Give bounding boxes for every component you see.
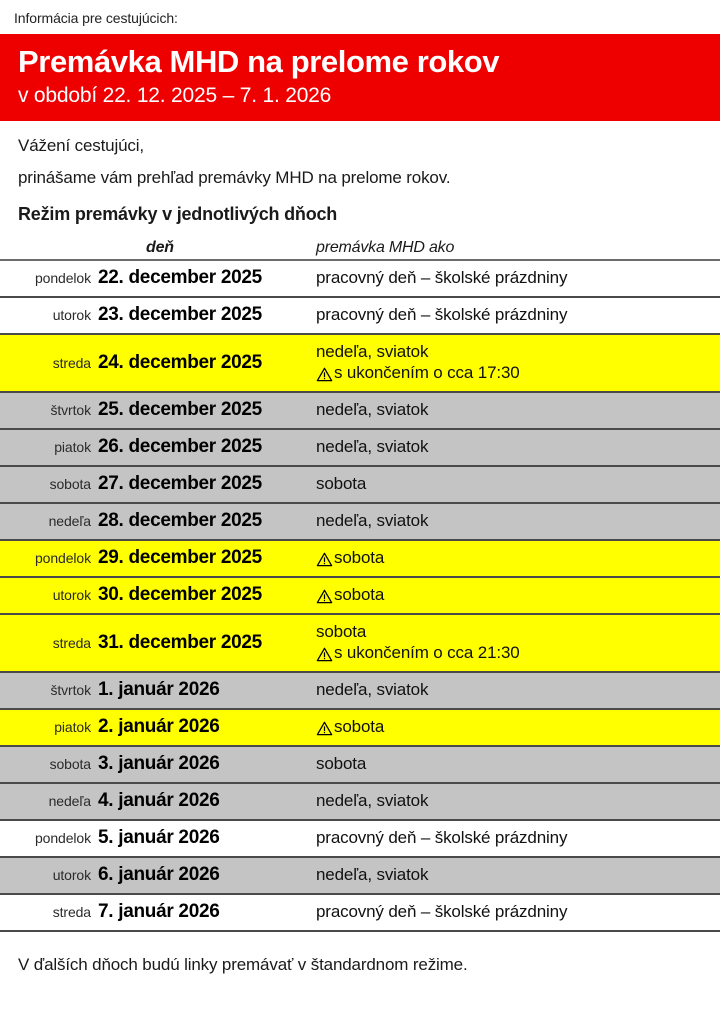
cell-date: 23. december 2025 bbox=[98, 304, 262, 326]
mode-line bbox=[316, 680, 712, 701]
cell-date: 25. december 2025 bbox=[98, 399, 262, 421]
mode-line bbox=[316, 400, 712, 421]
mode-line bbox=[316, 643, 712, 664]
mode-text: sobota bbox=[316, 753, 367, 773]
cell-weekday: nedeľa bbox=[48, 513, 91, 530]
warning-triangle-icon bbox=[316, 721, 333, 736]
table-row bbox=[0, 430, 720, 467]
table-row bbox=[0, 673, 720, 710]
cell-mode bbox=[316, 578, 720, 613]
mode-line bbox=[316, 585, 712, 606]
cell-mode bbox=[316, 784, 720, 819]
cell-date: 22. december 2025 bbox=[98, 267, 262, 289]
mode-text: pracovný deň – školské prázdniny bbox=[316, 267, 568, 287]
cell-date: 24. december 2025 bbox=[98, 351, 262, 373]
cell-mode bbox=[316, 430, 720, 465]
mode-text: sobota bbox=[334, 584, 385, 604]
mode-text: nedeľa, sviatok bbox=[316, 864, 429, 884]
cell-date: 5. január 2026 bbox=[98, 827, 220, 849]
cell-weekday: piatok bbox=[54, 439, 91, 456]
table-row bbox=[0, 335, 720, 393]
table-row bbox=[0, 393, 720, 430]
table-row bbox=[0, 541, 720, 578]
mode-text: nedeľa, sviatok bbox=[316, 679, 429, 699]
mode-line bbox=[316, 268, 712, 289]
cell-date: 3. január 2026 bbox=[98, 753, 220, 775]
mode-text: pracovný deň – školské prázdniny bbox=[316, 304, 568, 324]
mode-text: s ukončením o cca 17:30 bbox=[334, 362, 520, 382]
mode-line bbox=[316, 342, 712, 363]
mode-text: pracovný deň – školské prázdniny bbox=[316, 827, 568, 847]
cell-mode bbox=[316, 673, 720, 708]
banner-title: Premávka MHD na prelome rokov bbox=[18, 44, 500, 79]
cell-mode bbox=[316, 261, 720, 296]
mode-line bbox=[316, 754, 712, 775]
cell-date: 30. december 2025 bbox=[98, 584, 262, 606]
mode-text: sobota bbox=[334, 547, 385, 567]
table-header-row bbox=[0, 236, 720, 261]
warning-triangle-icon bbox=[316, 552, 333, 567]
cell-date: 4. január 2026 bbox=[98, 790, 220, 812]
cell-mode bbox=[316, 615, 720, 671]
table-row bbox=[0, 784, 720, 821]
mode-line bbox=[316, 828, 712, 849]
cell-weekday: nedeľa bbox=[48, 793, 91, 810]
mode-line bbox=[316, 474, 712, 495]
mode-text: nedeľa, sviatok bbox=[316, 399, 429, 419]
mode-line bbox=[316, 511, 712, 532]
cell-date: 28. december 2025 bbox=[98, 510, 262, 532]
cell-mode bbox=[316, 710, 720, 745]
mode-text: sobota bbox=[316, 473, 367, 493]
cell-weekday: piatok bbox=[54, 719, 91, 736]
cell-date: 7. január 2026 bbox=[98, 901, 220, 923]
cell-weekday: utorok bbox=[52, 867, 91, 884]
table-row bbox=[0, 504, 720, 541]
cell-weekday: utorok bbox=[52, 587, 91, 604]
cell-date: 31. december 2025 bbox=[98, 631, 262, 653]
mode-line bbox=[316, 363, 712, 384]
cell-date: 29. december 2025 bbox=[98, 547, 262, 569]
mode-text: s ukončením o cca 21:30 bbox=[334, 642, 520, 662]
lead-text: prinášame vám prehľad premávky MHD na prelome rokov. bbox=[18, 167, 451, 187]
table-row bbox=[0, 298, 720, 335]
cell-date: 27. december 2025 bbox=[98, 473, 262, 495]
cell-weekday: štvrtok bbox=[50, 682, 91, 699]
table-row bbox=[0, 858, 720, 895]
cell-date: 6. január 2026 bbox=[98, 864, 220, 886]
cell-mode bbox=[316, 335, 720, 391]
cell-weekday: streda bbox=[52, 634, 91, 651]
cell-mode bbox=[316, 298, 720, 333]
intro-section bbox=[0, 121, 720, 223]
cell-date: 26. december 2025 bbox=[98, 436, 262, 458]
mode-text: sobota bbox=[334, 716, 385, 736]
table-row bbox=[0, 578, 720, 615]
cell-date: 1. január 2026 bbox=[98, 679, 220, 701]
table-row bbox=[0, 895, 720, 932]
cell-mode bbox=[316, 393, 720, 428]
mode-line bbox=[316, 305, 712, 326]
cell-weekday: utorok bbox=[52, 307, 91, 324]
table-row bbox=[0, 261, 720, 298]
cell-weekday: štvrtok bbox=[50, 402, 91, 419]
header-mode: premávka MHD ako bbox=[316, 238, 455, 256]
mode-text: nedeľa, sviatok bbox=[316, 790, 429, 810]
table-row bbox=[0, 747, 720, 784]
cell-weekday: streda bbox=[52, 904, 91, 921]
cell-weekday: sobota bbox=[49, 476, 91, 493]
greeting-text: Vážení cestujúci, bbox=[18, 135, 144, 155]
mode-line bbox=[316, 437, 712, 458]
warning-triangle-icon bbox=[316, 647, 333, 662]
cell-weekday: pondelok bbox=[34, 270, 91, 287]
header-date: deň bbox=[146, 238, 174, 256]
footer-note: V ďalších dňoch budú linky premávať v štandardnom režime. bbox=[18, 954, 468, 974]
cell-weekday: pondelok bbox=[34, 830, 91, 847]
table-row bbox=[0, 710, 720, 747]
page-title: Režim premávky v jednotlivých dňoch bbox=[18, 203, 338, 224]
table-row bbox=[0, 821, 720, 858]
mode-line bbox=[316, 717, 712, 738]
cell-weekday: pondelok bbox=[34, 550, 91, 567]
cell-mode bbox=[316, 858, 720, 893]
cell-mode bbox=[316, 504, 720, 539]
cell-mode bbox=[316, 467, 720, 502]
mode-text: nedeľa, sviatok bbox=[316, 436, 429, 456]
mode-line bbox=[316, 622, 712, 643]
table-row bbox=[0, 467, 720, 504]
cell-mode bbox=[316, 541, 720, 576]
mode-text: nedeľa, sviatok bbox=[316, 342, 429, 362]
warning-triangle-icon bbox=[316, 589, 333, 604]
cell-mode bbox=[316, 821, 720, 856]
banner-subtitle: v období 22. 12. 2025 – 7. 1. 2026 bbox=[18, 83, 332, 107]
mode-text: nedeľa, sviatok bbox=[316, 510, 429, 530]
mode-text: sobota bbox=[316, 622, 367, 642]
mode-line bbox=[316, 865, 712, 886]
cell-date: 2. január 2026 bbox=[98, 716, 220, 738]
schedule-table bbox=[0, 236, 720, 932]
table-row bbox=[0, 615, 720, 673]
info-label: Informácia pre cestujúcich: bbox=[14, 10, 178, 26]
cell-weekday: streda bbox=[52, 354, 91, 371]
warning-triangle-icon bbox=[316, 367, 333, 382]
mode-line bbox=[316, 791, 712, 812]
cell-mode bbox=[316, 747, 720, 782]
mode-line bbox=[316, 548, 712, 569]
mode-line bbox=[316, 902, 712, 923]
cell-weekday: sobota bbox=[49, 756, 91, 773]
cell-mode bbox=[316, 895, 720, 930]
announcement-banner bbox=[0, 34, 720, 121]
mode-text: pracovný deň – školské prázdniny bbox=[316, 901, 568, 921]
